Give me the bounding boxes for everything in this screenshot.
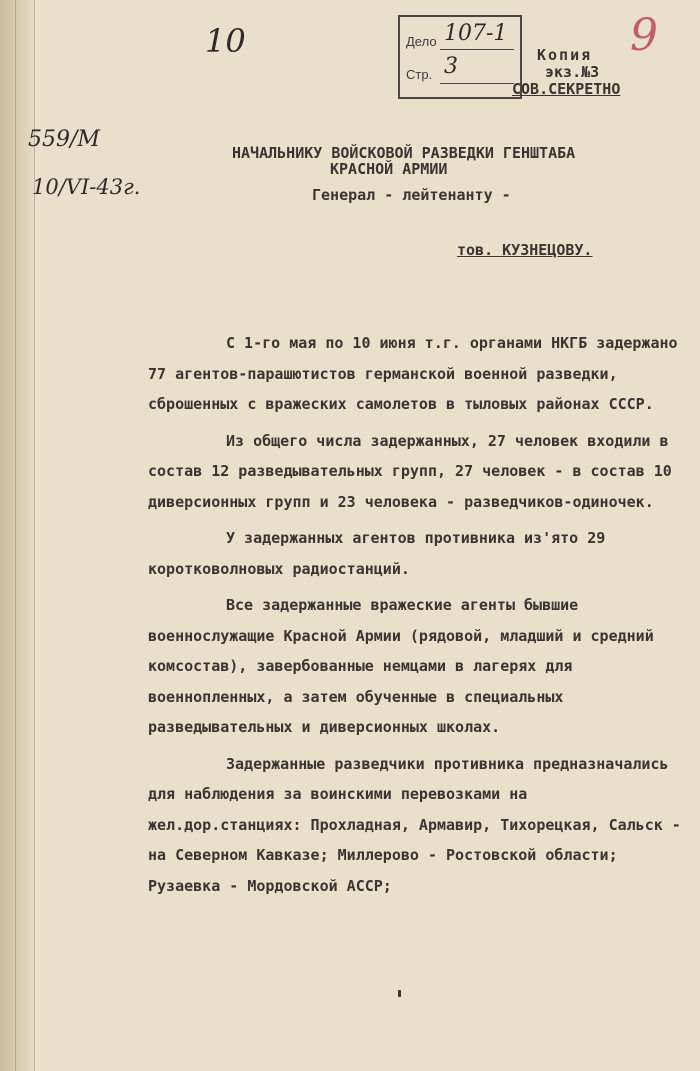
stamp-str-value: 3 bbox=[444, 54, 458, 79]
stamp-delo-label: Дело bbox=[406, 34, 437, 49]
stamp-underline bbox=[440, 49, 514, 50]
paragraph: У задержанных агентов противника из'ято 29 коротковолновых радиостанций. bbox=[148, 529, 606, 578]
ink-mark bbox=[398, 990, 401, 997]
addressee-line-2: КРАСНОЙ АРМИИ bbox=[330, 160, 448, 178]
addressee-rank: Генерал - лейтенанту - bbox=[312, 186, 511, 204]
addressee-line-1: НАЧАЛЬНИКУ ВОЙСКОВОЙ РАЗВЕДКИ ГЕНШТАБА bbox=[232, 144, 576, 162]
margin-note-date: 10/VI-43г. bbox=[32, 175, 141, 199]
paragraph: Все задержанные вражеские агенты бывшие военнослужащие Красной Армии (рядовой, младший и средний комсостав), завербованные немцами в лагерях для военнопленных, а затем обученные в специальных разведывательных и диверсионных школах. bbox=[148, 596, 654, 736]
addressee-name: тов. КУЗНЕЦОВУ. bbox=[457, 241, 593, 259]
archive-stamp bbox=[398, 15, 522, 99]
binding-edge bbox=[0, 0, 35, 1071]
stamp-underline bbox=[440, 83, 514, 84]
secrecy-label: СОВ.СЕКРЕТНО bbox=[512, 80, 621, 98]
margin-note-number: 559/М bbox=[28, 127, 100, 152]
paragraph: С 1-го мая по 10 июня т.г. органами НКГБ задержано 77 агентов-парашютистов германской военной разведки, сброшенных с вражеских самолетов в тыловых районах СССР. bbox=[148, 334, 678, 413]
red-pencil-mark: 9 bbox=[630, 10, 658, 61]
stamp-str-label: Стр. bbox=[406, 67, 433, 82]
page-number: 10 bbox=[205, 22, 246, 60]
paragraph: Задержанные разведчики противника предназначались для наблюдения за воинскими перевозками на жел.дор.станциях: Прохладная, Армавир, Тихорецкая, Сальск - на Северном Кавказе; Миллерово - Ростовской области; Рузаевка - Мордовской АССР; bbox=[148, 754, 681, 895]
letter-body bbox=[148, 328, 688, 901]
stamp-delo-value: 107-1 bbox=[444, 21, 508, 46]
copy-number: экз.№3 bbox=[545, 63, 600, 81]
copy-label: Копия bbox=[537, 46, 593, 64]
binding-line bbox=[15, 0, 16, 1071]
paragraph: Из общего числа задержанных, 27 человек входили в состав 12 разведывательных групп, 27 человек - в состав 10 диверсионных групп и 23 человека - разведчиков-одиночек. bbox=[148, 431, 672, 511]
